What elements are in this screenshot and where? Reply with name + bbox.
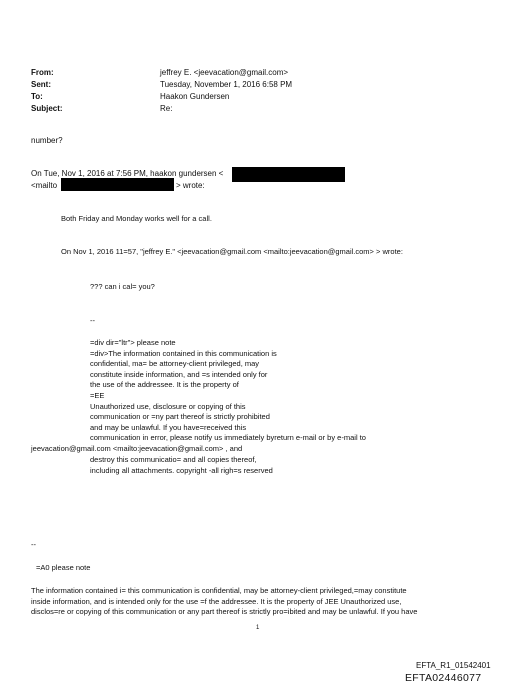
disclaimer1-line: =div>The information contained in this communication is <box>90 348 277 358</box>
quote1-line2-post: > wrote: <box>176 181 205 190</box>
disclaimer1-line: =div dir="ltr"> please note <box>90 338 176 347</box>
quote2: On Nov 1, 2016 11=57, "jeffrey E." <jeevacation@gmail.com <mailto:jeevacation@gmail.com> > wrote: <box>61 247 403 256</box>
dashes-separator: -- <box>31 540 36 549</box>
disclaimer2-line: disclos=re or copying of this communication or any part thereof is strictly pro=ibited and may be unlawful. If you have <box>31 607 418 617</box>
disclaimer1-line: and may be unlawful. If you have=received this <box>90 422 247 432</box>
disclaimer1-line: confidential, ma= be attorney-client privileged, may <box>90 359 260 369</box>
disclaimer1-line: =EE <box>90 390 105 400</box>
disclaimer1-line: including all attachments. copyright -all righ=s reserved <box>90 465 273 475</box>
bates-id-large: EFTA02446077 <box>405 672 482 684</box>
disclaimer1-line: communication or =ny part thereof is strictly prohibited <box>90 412 270 422</box>
subject-value: Re: <box>160 104 173 113</box>
disclaimer1-line: Unauthorized use, disclosure or copying of this <box>90 401 246 411</box>
redaction-box <box>61 178 174 191</box>
quote1-line1: On Tue, Nov 1, 2016 at 7:56 PM, haakon gundersen < <box>31 169 224 178</box>
disclaimer1-line: constitute inside information, and =s intended only for <box>90 369 268 379</box>
to-label: To: <box>31 92 43 101</box>
from-label: From: <box>31 68 54 77</box>
disclaimer1-block <box>90 338 366 444</box>
redaction-box <box>232 167 345 182</box>
page-number: 1 <box>256 625 260 631</box>
body-line-number: number? <box>31 136 63 145</box>
reply1: Both Friday and Monday works well for a call. <box>61 214 212 223</box>
disclaimer1-line: destroy this communicatio= and all copies thereof, <box>90 455 257 464</box>
note2: =A0 please note <box>36 563 91 572</box>
disclaimer2-block <box>31 586 417 618</box>
sent-value: Tuesday, November 1, 2016 6:58 PM <box>160 80 293 89</box>
disclaimer1-line: the use of the addressee. It is the property of <box>90 380 239 390</box>
reply2: ??? can i cal= you? <box>90 282 155 291</box>
dashes-separator: -- <box>90 316 95 325</box>
disclaimer1-line: communication in error, please notify us immediately byreturn e-mail or by e-mail to <box>90 433 366 443</box>
subject-label: Subject: <box>31 104 63 113</box>
sent-label: Sent: <box>31 80 51 89</box>
to-value: Haakon Gundersen <box>160 92 230 101</box>
disclaimer2-line: The information contained i= this communication is confidential, may be attorney-client privileged,=may constitute <box>31 586 407 595</box>
from-value: jeffrey E. <jeevacation@gmail.com> <box>160 68 289 77</box>
bates-id-small: EFTA_R1_01542401 <box>416 661 491 670</box>
disclaimer1-outdent-line: jeevacation@gmail.com <mailto:jeevacation@gmail.com> , and <box>31 444 243 453</box>
quote1-line2-pre: <mailto <box>31 181 58 190</box>
disclaimer1-tail <box>90 455 273 476</box>
disclaimer2-line: inside information, and is intended only for the use =f the addressee. It is the property of JEE Unauthorized use, <box>31 596 402 606</box>
